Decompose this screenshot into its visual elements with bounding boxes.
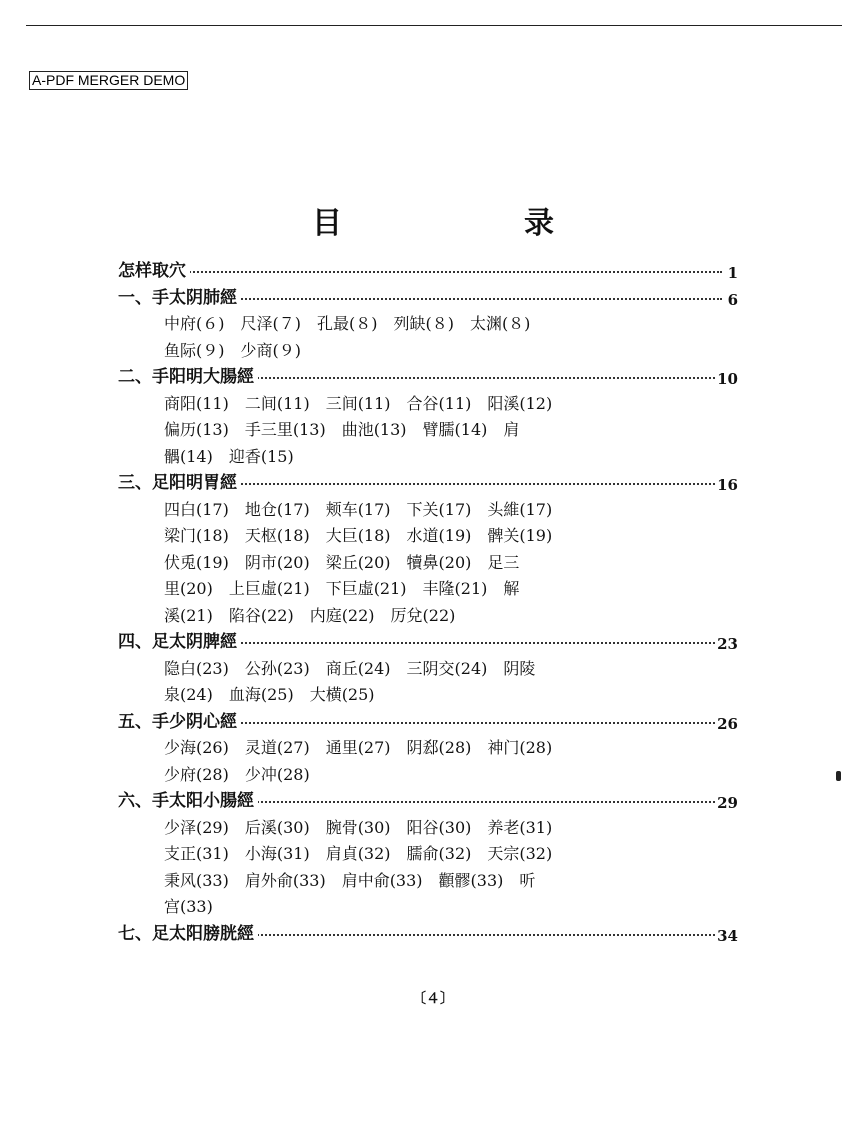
acupoint-line: 四白(17) 地仓(17) 颊车(17) 下关(17) 头維(17) <box>164 499 553 519</box>
section-title: 二、手阳明大腸經 <box>118 364 258 391</box>
toc-section[interactable] <box>118 709 738 736</box>
acupoint-line: 隐白(23) 公孙(23) 商丘(24) 三阴交(24) 阴陵 <box>164 658 536 678</box>
table-of-contents <box>118 258 738 947</box>
section-page: 23 <box>715 631 738 658</box>
acupoint-line: 宫(33) <box>164 897 213 916</box>
toc-section[interactable] <box>118 258 738 285</box>
section-page: 29 <box>715 790 738 817</box>
page-number: 〔４〕 <box>412 991 454 1007</box>
section-title: 七、足太阳膀胱經 <box>118 921 258 948</box>
toc-section[interactable] <box>118 788 738 815</box>
acupoint-line: 伏兎(19) 阴市(20) 梁丘(20) 犢鼻(20) 足三 <box>164 552 520 572</box>
section-page: 6 <box>726 287 738 314</box>
toc-section[interactable] <box>118 470 738 497</box>
acupoint-line: 少海(26) 灵道(27) 通里(27) 阴郄(28) 神门(28) <box>164 738 553 757</box>
watermark-label: A-PDF MERGER DEMO <box>29 71 188 90</box>
acupoint-line: 秉风(33) 肩外俞(33) 肩中俞(33) 顴髎(33) 听 <box>164 870 536 890</box>
acupoint-line: 中府(６) 尺泽(７) 孔最(８) 列缺(８) 太渊(８) <box>164 314 531 333</box>
acupoint-line: 髃(14) 迎香(15) <box>164 446 294 466</box>
section-title: 四、足太阴脾經 <box>118 629 241 656</box>
acupoint-line: 泉(24) 血海(25) 大横(25) <box>164 685 375 704</box>
section-title: 怎样取穴 <box>118 258 190 285</box>
section-page: 10 <box>715 366 738 393</box>
acupoint-line: 少府(28) 少冲(28) <box>164 764 310 784</box>
section-title: 一、手太阴肺經 <box>118 285 241 312</box>
page-title: 目 录 <box>312 206 630 241</box>
section-page: 1 <box>726 260 738 287</box>
acupoint-line: 溪(21) 陷谷(22) 内庭(22) 厉兌(22) <box>164 605 456 625</box>
section-page: 16 <box>715 472 738 499</box>
top-rule <box>26 25 842 26</box>
toc-section[interactable] <box>118 364 738 391</box>
acupoint-line: 支正(31) 小海(31) 肩貞(32) 臑俞(32) 天宗(32) <box>164 844 553 863</box>
toc-section[interactable] <box>118 285 738 312</box>
section-title: 三、足阳明胃經 <box>118 470 241 497</box>
acupoint-line: 商阳(11) 二间(11) 三间(11) 合谷(11) 阳溪(12) <box>164 393 553 413</box>
section-page: 26 <box>715 711 738 738</box>
margin-mark <box>836 771 841 781</box>
acupoint-line: 鱼际(９) 少商(９) <box>164 340 301 360</box>
dot-leader <box>118 271 722 273</box>
acupoint-line: 梁门(18) 天枢(18) 大巨(18) 水道(19) 髀关(19) <box>164 526 553 545</box>
section-title: 六、手太阳小腸經 <box>118 788 258 815</box>
acupoint-line: 少泽(29) 后溪(30) 腕骨(30) 阳谷(30) 养老(31) <box>164 817 553 837</box>
section-page: 34 <box>715 923 738 950</box>
acupoint-line: 里(20) 上巨虛(21) 下巨虛(21) 丰隆(21) 解 <box>164 579 520 598</box>
toc-section[interactable] <box>118 921 738 948</box>
section-title: 五、手少阴心經 <box>118 709 241 736</box>
toc-section[interactable] <box>118 629 738 656</box>
acupoint-line: 偏历(13) 手三里(13) 曲池(13) 臂臑(14) 肩 <box>164 420 520 439</box>
